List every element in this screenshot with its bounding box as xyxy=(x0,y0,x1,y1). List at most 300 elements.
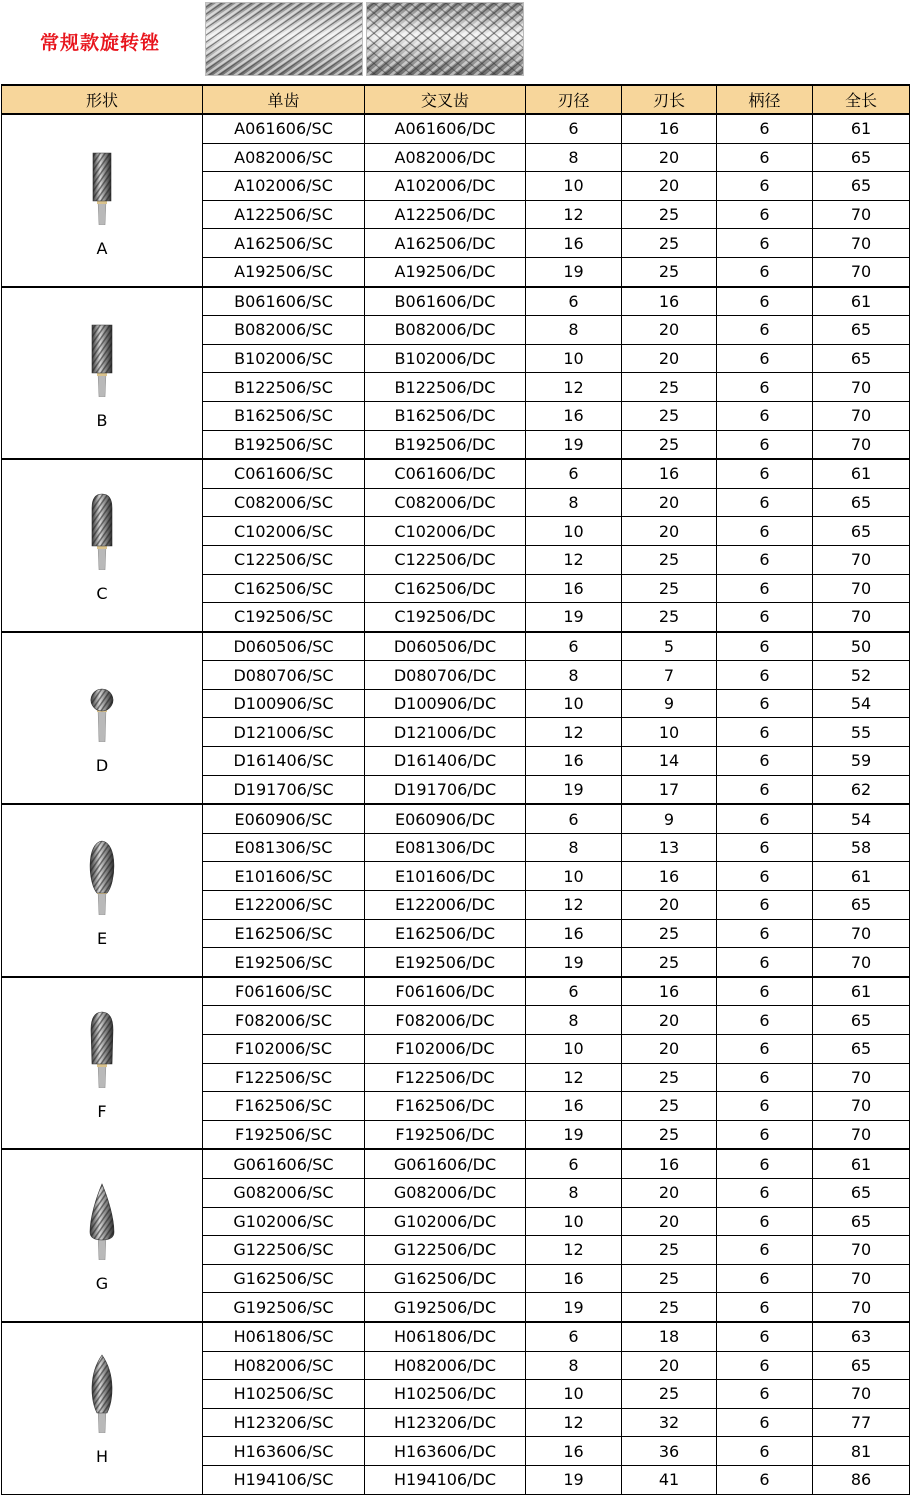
single-cut-code: C061606/SC xyxy=(203,459,365,488)
shank-diameter: 6 xyxy=(717,1465,813,1494)
single-cut-code: G082006/SC xyxy=(203,1178,365,1207)
overall-length: 52 xyxy=(813,661,910,690)
single-cut-code: H194106/SC xyxy=(203,1465,365,1494)
cross-cut-code: A061606/DC xyxy=(365,114,526,143)
cutting-diameter: 19 xyxy=(526,430,622,459)
cutting-diameter: 8 xyxy=(526,1351,622,1380)
overall-length: 65 xyxy=(813,172,910,201)
cutting-length: 20 xyxy=(622,1178,717,1207)
shape-letter: B xyxy=(96,411,108,431)
cutting-diameter: 12 xyxy=(526,545,622,574)
cutting-length: 20 xyxy=(622,517,717,546)
cutting-diameter: 10 xyxy=(526,1035,622,1064)
ball-bur-icon xyxy=(82,660,122,742)
overall-length: 70 xyxy=(813,1063,910,1092)
single-cut-code: A122506/SC xyxy=(203,200,365,229)
cross-cut-code: A162506/DC xyxy=(365,229,526,258)
cross-cut-code: G192506/DC xyxy=(365,1293,526,1322)
shank-diameter: 6 xyxy=(717,775,813,804)
cross-cut-code: F082006/DC xyxy=(365,1006,526,1035)
overall-length: 70 xyxy=(813,229,910,258)
cutting-diameter: 8 xyxy=(526,143,622,172)
cutting-length: 25 xyxy=(622,1264,717,1293)
cutting-length: 25 xyxy=(622,574,717,603)
overall-length: 70 xyxy=(813,1120,910,1149)
cutting-length: 25 xyxy=(622,430,717,459)
cross-cut-code: B082006/DC xyxy=(365,316,526,345)
overall-length: 70 xyxy=(813,257,910,286)
shape-cell xyxy=(2,632,203,805)
cross-cut-code: F122506/DC xyxy=(365,1063,526,1092)
cross-cut-texture-swatch xyxy=(366,2,524,76)
cutting-length: 25 xyxy=(622,603,717,632)
shape-cell xyxy=(2,1322,203,1494)
shape-cell xyxy=(2,459,203,632)
overall-length: 70 xyxy=(813,200,910,229)
single-cut-code: A082006/SC xyxy=(203,143,365,172)
header-shank-diameter: 柄径 xyxy=(717,85,813,114)
cutting-diameter: 12 xyxy=(526,891,622,920)
cross-cut-code: F102006/DC xyxy=(365,1035,526,1064)
cutting-length: 20 xyxy=(622,488,717,517)
cutting-length: 32 xyxy=(622,1408,717,1437)
cutting-length: 20 xyxy=(622,891,717,920)
overall-length: 86 xyxy=(813,1465,910,1494)
cutting-length: 25 xyxy=(622,257,717,286)
single-cut-code: D100906/SC xyxy=(203,689,365,718)
overall-length: 70 xyxy=(813,919,910,948)
cutting-diameter: 16 xyxy=(526,1092,622,1121)
shape-letter: G xyxy=(95,1274,109,1294)
single-cut-code: H163606/SC xyxy=(203,1437,365,1466)
single-cut-code: B102006/SC xyxy=(203,344,365,373)
cutting-length: 25 xyxy=(622,1236,717,1265)
shank-diameter: 6 xyxy=(717,833,813,862)
table-row xyxy=(2,977,910,1006)
cutting-diameter: 10 xyxy=(526,172,622,201)
cross-cut-code: E122006/DC xyxy=(365,891,526,920)
single-cut-code: F162506/SC xyxy=(203,1092,365,1121)
cutting-length: 16 xyxy=(622,114,717,143)
cross-cut-code: B061606/DC xyxy=(365,287,526,316)
overall-length: 70 xyxy=(813,1264,910,1293)
cutting-diameter: 16 xyxy=(526,747,622,776)
overall-length: 65 xyxy=(813,517,910,546)
cutting-length: 25 xyxy=(622,919,717,948)
shank-diameter: 6 xyxy=(717,344,813,373)
overall-length: 65 xyxy=(813,1178,910,1207)
oval-bur-icon xyxy=(82,833,122,915)
overall-length: 61 xyxy=(813,114,910,143)
ball-nose-tree-bur-icon xyxy=(82,1006,122,1088)
cross-cut-code: A122506/DC xyxy=(365,200,526,229)
overall-length: 65 xyxy=(813,1207,910,1236)
single-cut-code: H061806/SC xyxy=(203,1322,365,1351)
single-cut-code: C122506/SC xyxy=(203,545,365,574)
single-cut-texture-swatch xyxy=(205,2,363,76)
cutting-length: 16 xyxy=(622,1149,717,1178)
overall-length: 65 xyxy=(813,1006,910,1035)
shank-diameter: 6 xyxy=(717,689,813,718)
overall-length: 61 xyxy=(813,287,910,316)
cutting-length: 10 xyxy=(622,718,717,747)
cutting-length: 16 xyxy=(622,977,717,1006)
single-cut-code: D161406/SC xyxy=(203,747,365,776)
overall-length: 65 xyxy=(813,1351,910,1380)
overall-length: 65 xyxy=(813,143,910,172)
cross-cut-code: D121006/DC xyxy=(365,718,526,747)
cutting-length: 41 xyxy=(622,1465,717,1494)
table-row xyxy=(2,1322,910,1351)
cutting-diameter: 12 xyxy=(526,373,622,402)
single-cut-code: F192506/SC xyxy=(203,1120,365,1149)
shape-cell xyxy=(2,1149,203,1322)
cutting-diameter: 16 xyxy=(526,229,622,258)
shank-diameter: 6 xyxy=(717,1092,813,1121)
cutting-length: 25 xyxy=(622,1293,717,1322)
overall-length: 70 xyxy=(813,948,910,977)
cross-cut-code: A192506/DC xyxy=(365,257,526,286)
cutting-diameter: 10 xyxy=(526,1207,622,1236)
cutting-length: 9 xyxy=(622,689,717,718)
cutting-diameter: 19 xyxy=(526,1293,622,1322)
cutting-diameter: 16 xyxy=(526,1437,622,1466)
single-cut-code: C162506/SC xyxy=(203,574,365,603)
table-row xyxy=(2,287,910,316)
cross-cut-code: A082006/DC xyxy=(365,143,526,172)
shape-cell xyxy=(2,287,203,460)
cutting-length: 20 xyxy=(622,1035,717,1064)
shank-diameter: 6 xyxy=(717,948,813,977)
cutting-length: 20 xyxy=(622,1351,717,1380)
shank-diameter: 6 xyxy=(717,1322,813,1351)
shank-diameter: 6 xyxy=(717,977,813,1006)
table-row xyxy=(2,1149,910,1178)
cross-cut-code: F192506/DC xyxy=(365,1120,526,1149)
shank-diameter: 6 xyxy=(717,603,813,632)
cutting-diameter: 10 xyxy=(526,344,622,373)
single-cut-code: D080706/SC xyxy=(203,661,365,690)
cutting-diameter: 16 xyxy=(526,401,622,430)
cutting-length: 20 xyxy=(622,172,717,201)
cutting-length: 7 xyxy=(622,661,717,690)
header-overall-length: 全长 xyxy=(813,85,910,114)
shank-diameter: 6 xyxy=(717,1063,813,1092)
single-cut-code: C102006/SC xyxy=(203,517,365,546)
cutting-diameter: 6 xyxy=(526,287,622,316)
cross-cut-code: C122506/DC xyxy=(365,545,526,574)
cutting-length: 25 xyxy=(622,545,717,574)
table-row xyxy=(2,632,910,661)
pointed-tree-bur-icon xyxy=(82,1178,122,1260)
shank-diameter: 6 xyxy=(717,862,813,891)
shank-diameter: 6 xyxy=(717,1035,813,1064)
cutting-diameter: 8 xyxy=(526,661,622,690)
shank-diameter: 6 xyxy=(717,316,813,345)
cutting-length: 5 xyxy=(622,632,717,661)
single-cut-code: A102006/SC xyxy=(203,172,365,201)
single-cut-code: C082006/SC xyxy=(203,488,365,517)
overall-length: 54 xyxy=(813,804,910,833)
shank-diameter: 6 xyxy=(717,804,813,833)
single-cut-code: E101606/SC xyxy=(203,862,365,891)
cutting-length: 17 xyxy=(622,775,717,804)
cutting-length: 20 xyxy=(622,1006,717,1035)
cutting-length: 13 xyxy=(622,833,717,862)
cutting-diameter: 8 xyxy=(526,488,622,517)
header-single-cut: 单齿 xyxy=(203,85,365,114)
cross-cut-code: D161406/DC xyxy=(365,747,526,776)
single-cut-code: E122006/SC xyxy=(203,891,365,920)
cutting-diameter: 19 xyxy=(526,1120,622,1149)
overall-length: 61 xyxy=(813,862,910,891)
shank-diameter: 6 xyxy=(717,1408,813,1437)
single-cut-code: G192506/SC xyxy=(203,1293,365,1322)
overall-length: 62 xyxy=(813,775,910,804)
cross-cut-code: G102006/DC xyxy=(365,1207,526,1236)
single-cut-code: D060506/SC xyxy=(203,632,365,661)
cutting-diameter: 16 xyxy=(526,1264,622,1293)
shape-letter: E xyxy=(96,929,108,949)
cutting-diameter: 8 xyxy=(526,833,622,862)
table-row xyxy=(2,804,910,833)
shank-diameter: 6 xyxy=(717,1293,813,1322)
overall-length: 70 xyxy=(813,1092,910,1121)
cross-cut-code: B102006/DC xyxy=(365,344,526,373)
overall-length: 65 xyxy=(813,891,910,920)
single-cut-code: D121006/SC xyxy=(203,718,365,747)
cutting-diameter: 19 xyxy=(526,775,622,804)
cross-cut-code: C061606/DC xyxy=(365,459,526,488)
cutting-diameter: 6 xyxy=(526,632,622,661)
shank-diameter: 6 xyxy=(717,574,813,603)
single-cut-code: E060906/SC xyxy=(203,804,365,833)
shank-diameter: 6 xyxy=(717,1236,813,1265)
cutting-diameter: 16 xyxy=(526,919,622,948)
shape-letter: A xyxy=(96,238,108,258)
cross-cut-code: D100906/DC xyxy=(365,689,526,718)
cutting-length: 16 xyxy=(622,862,717,891)
shank-diameter: 6 xyxy=(717,488,813,517)
cross-cut-code: F162506/DC xyxy=(365,1092,526,1121)
overall-length: 63 xyxy=(813,1322,910,1351)
single-cut-code: B061606/SC xyxy=(203,287,365,316)
cross-cut-code: A102006/DC xyxy=(365,172,526,201)
cutting-diameter: 12 xyxy=(526,1408,622,1437)
cross-cut-code: H061806/DC xyxy=(365,1322,526,1351)
overall-length: 61 xyxy=(813,977,910,1006)
single-cut-code: B162506/SC xyxy=(203,401,365,430)
shank-diameter: 6 xyxy=(717,172,813,201)
overall-length: 81 xyxy=(813,1437,910,1466)
cutting-length: 14 xyxy=(622,747,717,776)
shank-diameter: 6 xyxy=(717,891,813,920)
single-cut-code: A162506/SC xyxy=(203,229,365,258)
shank-diameter: 6 xyxy=(717,718,813,747)
shank-diameter: 6 xyxy=(717,1264,813,1293)
cutting-length: 25 xyxy=(622,229,717,258)
single-cut-code: G061606/SC xyxy=(203,1149,365,1178)
bur-spec-table xyxy=(1,84,910,1495)
shank-diameter: 6 xyxy=(717,747,813,776)
overall-length: 61 xyxy=(813,459,910,488)
cutting-diameter: 6 xyxy=(526,114,622,143)
shank-diameter: 6 xyxy=(717,401,813,430)
single-cut-code: F122506/SC xyxy=(203,1063,365,1092)
cross-cut-code: G162506/DC xyxy=(365,1264,526,1293)
cutting-length: 20 xyxy=(622,1207,717,1236)
overall-length: 70 xyxy=(813,574,910,603)
cross-cut-code: G122506/DC xyxy=(365,1236,526,1265)
cross-cut-code: C102006/DC xyxy=(365,517,526,546)
cylinder-end-cut-bur-icon xyxy=(82,315,122,397)
shank-diameter: 6 xyxy=(717,1351,813,1380)
shape-cell xyxy=(2,114,203,287)
shank-diameter: 6 xyxy=(717,229,813,258)
cutting-diameter: 8 xyxy=(526,1006,622,1035)
cutting-diameter: 10 xyxy=(526,862,622,891)
cutting-diameter: 6 xyxy=(526,977,622,1006)
cross-cut-code: F061606/DC xyxy=(365,977,526,1006)
cutting-diameter: 19 xyxy=(526,1465,622,1494)
cutting-diameter: 12 xyxy=(526,200,622,229)
shank-diameter: 6 xyxy=(717,632,813,661)
cutting-length: 25 xyxy=(622,948,717,977)
single-cut-code: H123206/SC xyxy=(203,1408,365,1437)
table-row xyxy=(2,114,910,143)
ball-nose-cylinder-bur-icon xyxy=(82,488,122,570)
shank-diameter: 6 xyxy=(717,1120,813,1149)
cylinder-bur-icon xyxy=(82,143,122,225)
cutting-diameter: 8 xyxy=(526,316,622,345)
overall-length: 59 xyxy=(813,747,910,776)
cutting-length: 20 xyxy=(622,344,717,373)
cross-cut-code: D080706/DC xyxy=(365,661,526,690)
overall-length: 58 xyxy=(813,833,910,862)
cutting-length: 20 xyxy=(622,143,717,172)
cross-cut-code: E192506/DC xyxy=(365,948,526,977)
cross-cut-code: E162506/DC xyxy=(365,919,526,948)
shank-diameter: 6 xyxy=(717,430,813,459)
overall-length: 70 xyxy=(813,1236,910,1265)
cutting-length: 25 xyxy=(622,200,717,229)
shape-letter: D xyxy=(95,756,109,776)
cutting-length: 16 xyxy=(622,287,717,316)
cross-cut-code: B192506/DC xyxy=(365,430,526,459)
cutting-diameter: 10 xyxy=(526,689,622,718)
overall-length: 70 xyxy=(813,1380,910,1409)
overall-length: 70 xyxy=(813,373,910,402)
cutting-length: 20 xyxy=(622,316,717,345)
single-cut-code: G102006/SC xyxy=(203,1207,365,1236)
overall-length: 55 xyxy=(813,718,910,747)
header-cutting-length: 刃长 xyxy=(622,85,717,114)
page-title: 常规款旋转锉 xyxy=(40,32,161,54)
cross-cut-code: C162506/DC xyxy=(365,574,526,603)
cutting-diameter: 19 xyxy=(526,603,622,632)
cross-cut-code: C082006/DC xyxy=(365,488,526,517)
cutting-length: 25 xyxy=(622,1063,717,1092)
cross-cut-code: C192506/DC xyxy=(365,603,526,632)
header-cross-cut: 交叉齿 xyxy=(365,85,526,114)
cross-cut-code: B162506/DC xyxy=(365,401,526,430)
overall-length: 65 xyxy=(813,344,910,373)
shank-diameter: 6 xyxy=(717,114,813,143)
cross-cut-code: H194106/DC xyxy=(365,1465,526,1494)
cutting-length: 25 xyxy=(622,1120,717,1149)
shank-diameter: 6 xyxy=(717,1437,813,1466)
cutting-diameter: 10 xyxy=(526,517,622,546)
cutting-length: 25 xyxy=(622,373,717,402)
overall-length: 77 xyxy=(813,1408,910,1437)
single-cut-code: E081306/SC xyxy=(203,833,365,862)
header-shape: 形状 xyxy=(2,85,203,114)
cross-cut-code: E060906/DC xyxy=(365,804,526,833)
single-cut-code: E192506/SC xyxy=(203,948,365,977)
overall-length: 70 xyxy=(813,603,910,632)
cross-cut-code: H102506/DC xyxy=(365,1380,526,1409)
single-cut-code: F082006/SC xyxy=(203,1006,365,1035)
cross-cut-code: D060506/DC xyxy=(365,632,526,661)
shape-letter: F xyxy=(97,1101,107,1121)
cross-cut-code: B122506/DC xyxy=(365,373,526,402)
shank-diameter: 6 xyxy=(717,287,813,316)
cutting-diameter: 6 xyxy=(526,1149,622,1178)
shank-diameter: 6 xyxy=(717,1207,813,1236)
single-cut-code: H102506/SC xyxy=(203,1380,365,1409)
single-cut-code: E162506/SC xyxy=(203,919,365,948)
single-cut-code: F061606/SC xyxy=(203,977,365,1006)
overall-length: 61 xyxy=(813,1149,910,1178)
cross-cut-code: H082006/DC xyxy=(365,1351,526,1380)
single-cut-code: D191706/SC xyxy=(203,775,365,804)
cutting-diameter: 12 xyxy=(526,1063,622,1092)
overall-length: 65 xyxy=(813,1035,910,1064)
shank-diameter: 6 xyxy=(717,200,813,229)
cross-cut-code: H163606/DC xyxy=(365,1437,526,1466)
cutting-length: 18 xyxy=(622,1322,717,1351)
overall-length: 54 xyxy=(813,689,910,718)
single-cut-code: H082006/SC xyxy=(203,1351,365,1380)
shape-letter: H xyxy=(95,1446,109,1466)
overall-length: 70 xyxy=(813,545,910,574)
shank-diameter: 6 xyxy=(717,143,813,172)
shank-diameter: 6 xyxy=(717,459,813,488)
cross-cut-code: G061606/DC xyxy=(365,1149,526,1178)
shank-diameter: 6 xyxy=(717,545,813,574)
shank-diameter: 6 xyxy=(717,1006,813,1035)
overall-length: 65 xyxy=(813,316,910,345)
cutting-length: 25 xyxy=(622,1092,717,1121)
table-header-row xyxy=(2,85,910,114)
cutting-diameter: 6 xyxy=(526,459,622,488)
header-cutting-diameter: 刃径 xyxy=(526,85,622,114)
shape-cell xyxy=(2,804,203,977)
single-cut-code: B192506/SC xyxy=(203,430,365,459)
cross-cut-code: G082006/DC xyxy=(365,1178,526,1207)
shank-diameter: 6 xyxy=(717,661,813,690)
flame-bur-icon xyxy=(82,1351,122,1433)
cross-cut-code: E081306/DC xyxy=(365,833,526,862)
shank-diameter: 6 xyxy=(717,373,813,402)
shape-letter: C xyxy=(96,583,108,603)
cutting-diameter: 8 xyxy=(526,1178,622,1207)
single-cut-code: B082006/SC xyxy=(203,316,365,345)
single-cut-code: A061606/SC xyxy=(203,114,365,143)
cross-cut-code: D191706/DC xyxy=(365,775,526,804)
cutting-diameter: 6 xyxy=(526,1322,622,1351)
cutting-diameter: 19 xyxy=(526,257,622,286)
